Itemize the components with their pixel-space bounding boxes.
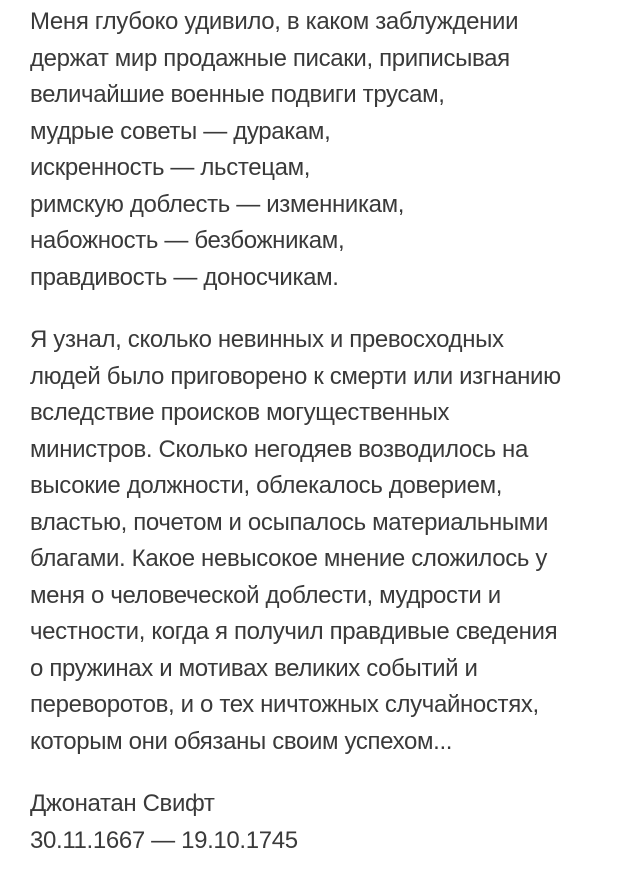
text-line: благами. Какое невысокое мнение сложилось у xyxy=(30,545,547,572)
paragraph-1 xyxy=(30,4,630,296)
text-line: высокие должности, облекалось доверием, xyxy=(30,472,503,499)
text-line: Меня глубоко удивило, в каком заблуждении xyxy=(30,8,519,35)
quote-document xyxy=(30,4,630,859)
paragraph-2 xyxy=(30,322,630,760)
text-line: меня о человеческой доблести, мудрости и xyxy=(30,581,501,609)
text-line: честности, когда я получил правдивые сведения xyxy=(30,618,558,645)
text-line: властью, почетом и осыпалось материальными xyxy=(30,508,549,536)
text-line: о пружинах и мотивах великих событий и xyxy=(30,654,478,682)
text-line: переворотов, и о тех ничтожных случайностях, xyxy=(30,691,539,718)
life-dates: 30.11.1667 — 19.10.1745 xyxy=(30,826,298,854)
text-line: величайшие военные подвиги трусам, xyxy=(30,81,445,108)
text-line: набожность — безбожникам, xyxy=(30,227,345,254)
text-line: правдивость — доносчикам. xyxy=(30,263,339,291)
text-line: министров. Сколько негодяев возводилось на xyxy=(30,435,528,463)
text-line: искренность — льстецам, xyxy=(30,154,311,181)
text-line: которым они обязаны своим успехом... xyxy=(30,727,453,755)
author-name: Джонатан Свифт xyxy=(30,790,215,817)
text-line: людей было приговорено к смерти или изгнанию xyxy=(30,362,561,390)
text-line: Я узнал, сколько невинных и превосходных xyxy=(30,326,504,353)
signature-block xyxy=(30,786,630,859)
text-line: римскую доблесть — изменникам, xyxy=(30,190,405,218)
text-line: мудрые советы — дуракам, xyxy=(30,117,331,145)
text-line: держат мир продажные писаки, приписывая xyxy=(30,44,510,72)
text-line: вследствие происков могущественных xyxy=(30,399,450,426)
